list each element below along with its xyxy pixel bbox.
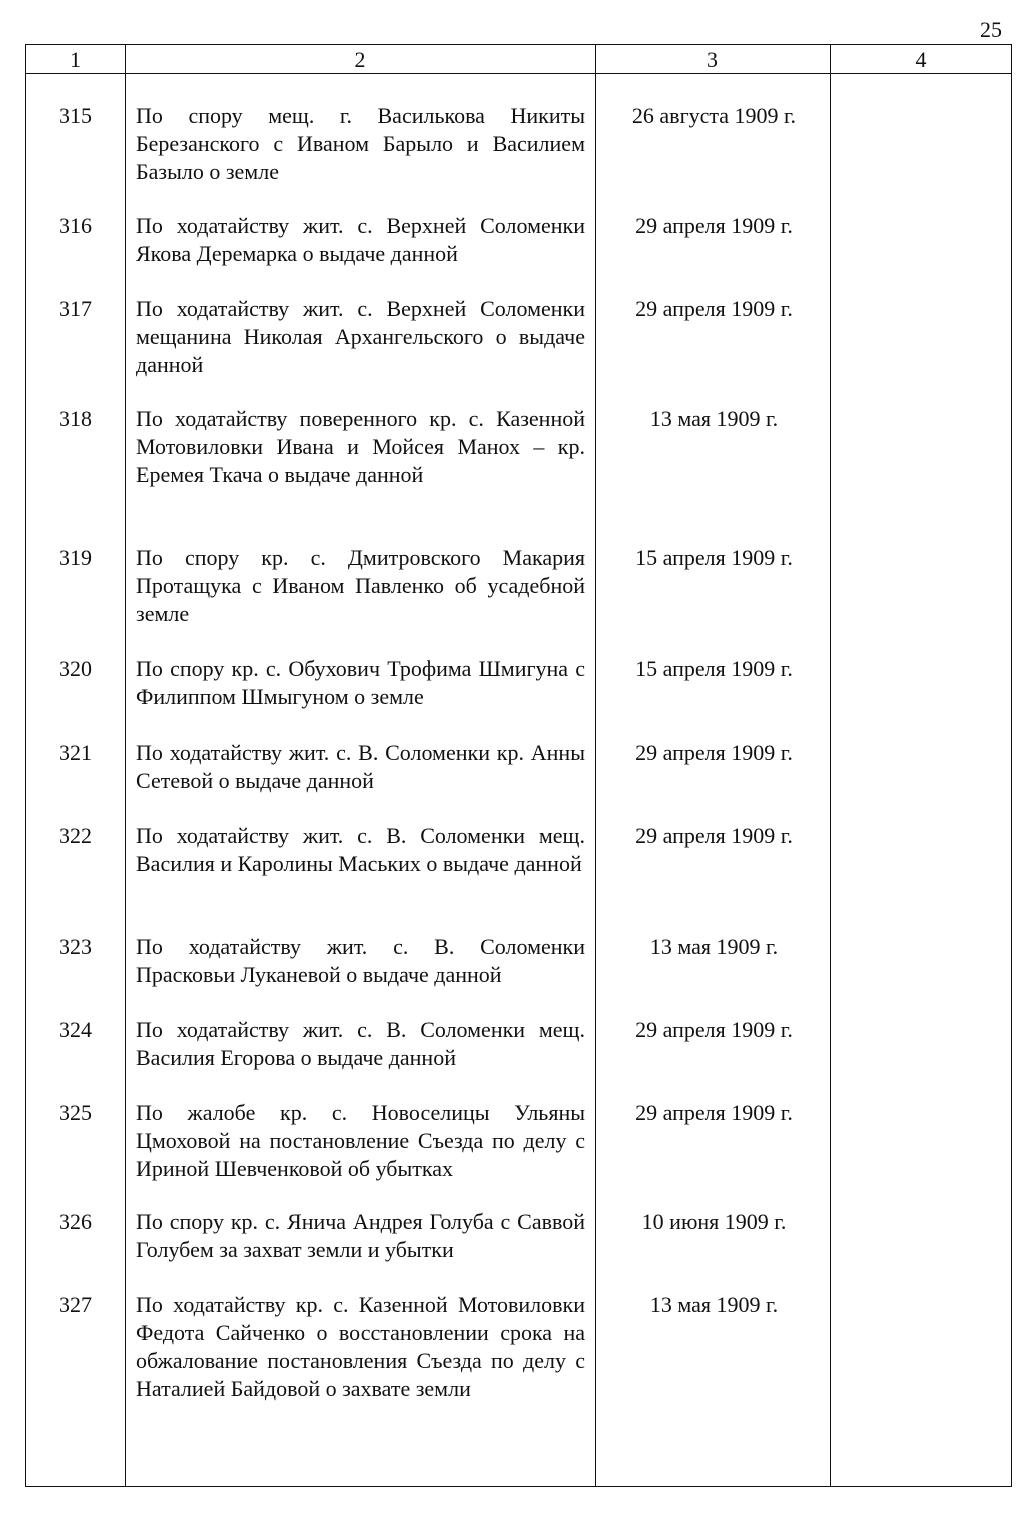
case-description: По ходатайству жит. с. Верхней Соломенки Якова Деремарка о выдаче данной <box>136 213 585 266</box>
case-description: По ходатайству жит. с. В. Соломенки мещ. Василия Егорова о выдаче данной <box>136 1017 585 1070</box>
header-divider <box>26 73 1011 74</box>
case-number: 324 <box>59 1017 92 1042</box>
case-number: 322 <box>59 823 92 848</box>
case-description: По спору кр. с. Янича Андрея Голуба с Саввой Голубем за захват земли и убытки <box>136 1209 585 1262</box>
case-description: По спору кр. с. Дмитровского Макария Протащука с Иваном Павленко об усадебной земле <box>136 545 585 626</box>
page-number: 25 <box>980 17 1002 42</box>
case-number: 316 <box>59 213 92 238</box>
column-divider <box>830 45 831 1486</box>
case-description: По ходатайству кр. с. Казенной Мотовиловки Федота Сайченко о восстановлении срока на обжалование постановления Съезда по делу с Наталией Байдовой о захвате земли <box>136 1292 585 1401</box>
case-description: По ходатайству поверенного кр. с. Казенной Мотовиловки Ивана и Мойсея Манох – кр. Еремея Ткача о выдаче данной <box>136 406 585 487</box>
case-date: 29 апреля 1909 г. <box>635 740 793 765</box>
case-date: 13 мая 1909 г. <box>649 406 779 431</box>
case-number: 325 <box>59 1100 92 1125</box>
case-date: 13 мая 1909 г. <box>649 934 779 959</box>
case-number: 317 <box>59 296 92 321</box>
case-number: 326 <box>59 1209 92 1234</box>
column-header-1: 1 <box>70 47 81 72</box>
case-number: 321 <box>59 740 92 765</box>
case-number: 320 <box>59 656 92 681</box>
case-description: По спору кр. с. Обухович Трофима Шмигуна с Филиппом Шмыгуном о земле <box>136 656 585 709</box>
case-date: 29 апреля 1909 г. <box>635 1017 793 1042</box>
column-divider <box>125 45 126 1486</box>
case-date: 10 июня 1909 г. <box>641 1209 787 1234</box>
register-table <box>25 44 1012 1487</box>
case-date: 26 августа 1909 г. <box>631 103 797 128</box>
column-divider <box>595 45 596 1486</box>
case-date: 29 апреля 1909 г. <box>635 823 793 848</box>
case-number: 318 <box>59 406 92 431</box>
column-header-4: 4 <box>915 47 927 72</box>
case-number: 319 <box>59 545 92 570</box>
case-date: 15 апреля 1909 г. <box>635 656 793 681</box>
case-number: 315 <box>59 103 92 128</box>
case-date: 29 апреля 1909 г. <box>635 213 793 238</box>
case-date: 29 апреля 1909 г. <box>635 296 793 321</box>
case-description: По жалобе кр. с. Новоселицы Ульяны Цмоховой на постановление Съезда по делу с Ириной Шевченковой об убытках <box>136 1100 585 1181</box>
case-description: По ходатайству жит. с. В. Соломенки мещ. Василия и Каролины Маських о выдаче данной <box>136 823 585 876</box>
case-date: 29 апреля 1909 г. <box>635 1100 793 1125</box>
case-date: 15 апреля 1909 г. <box>635 545 793 570</box>
case-number: 323 <box>59 934 92 959</box>
case-description: По ходатайству жит. с. В. Соломенки Прасковьи Луканевой о выдаче данной <box>136 934 585 987</box>
column-header-3: 3 <box>707 47 718 72</box>
case-description: По ходатайству жит. с. В. Соломенки кр. Анны Сетевой о выдаче данной <box>136 740 585 793</box>
case-date: 13 мая 1909 г. <box>649 1292 779 1317</box>
case-description: По ходатайству жит. с. Верхней Соломенки мещанина Николая Архангельского о выдаче данной <box>136 296 585 377</box>
column-header-2: 2 <box>354 47 366 72</box>
case-description: По спору мещ. г. Василькова Никиты Березанского с Иваном Барыло и Василием Базыло о земле <box>136 103 585 184</box>
case-number: 327 <box>59 1292 92 1317</box>
